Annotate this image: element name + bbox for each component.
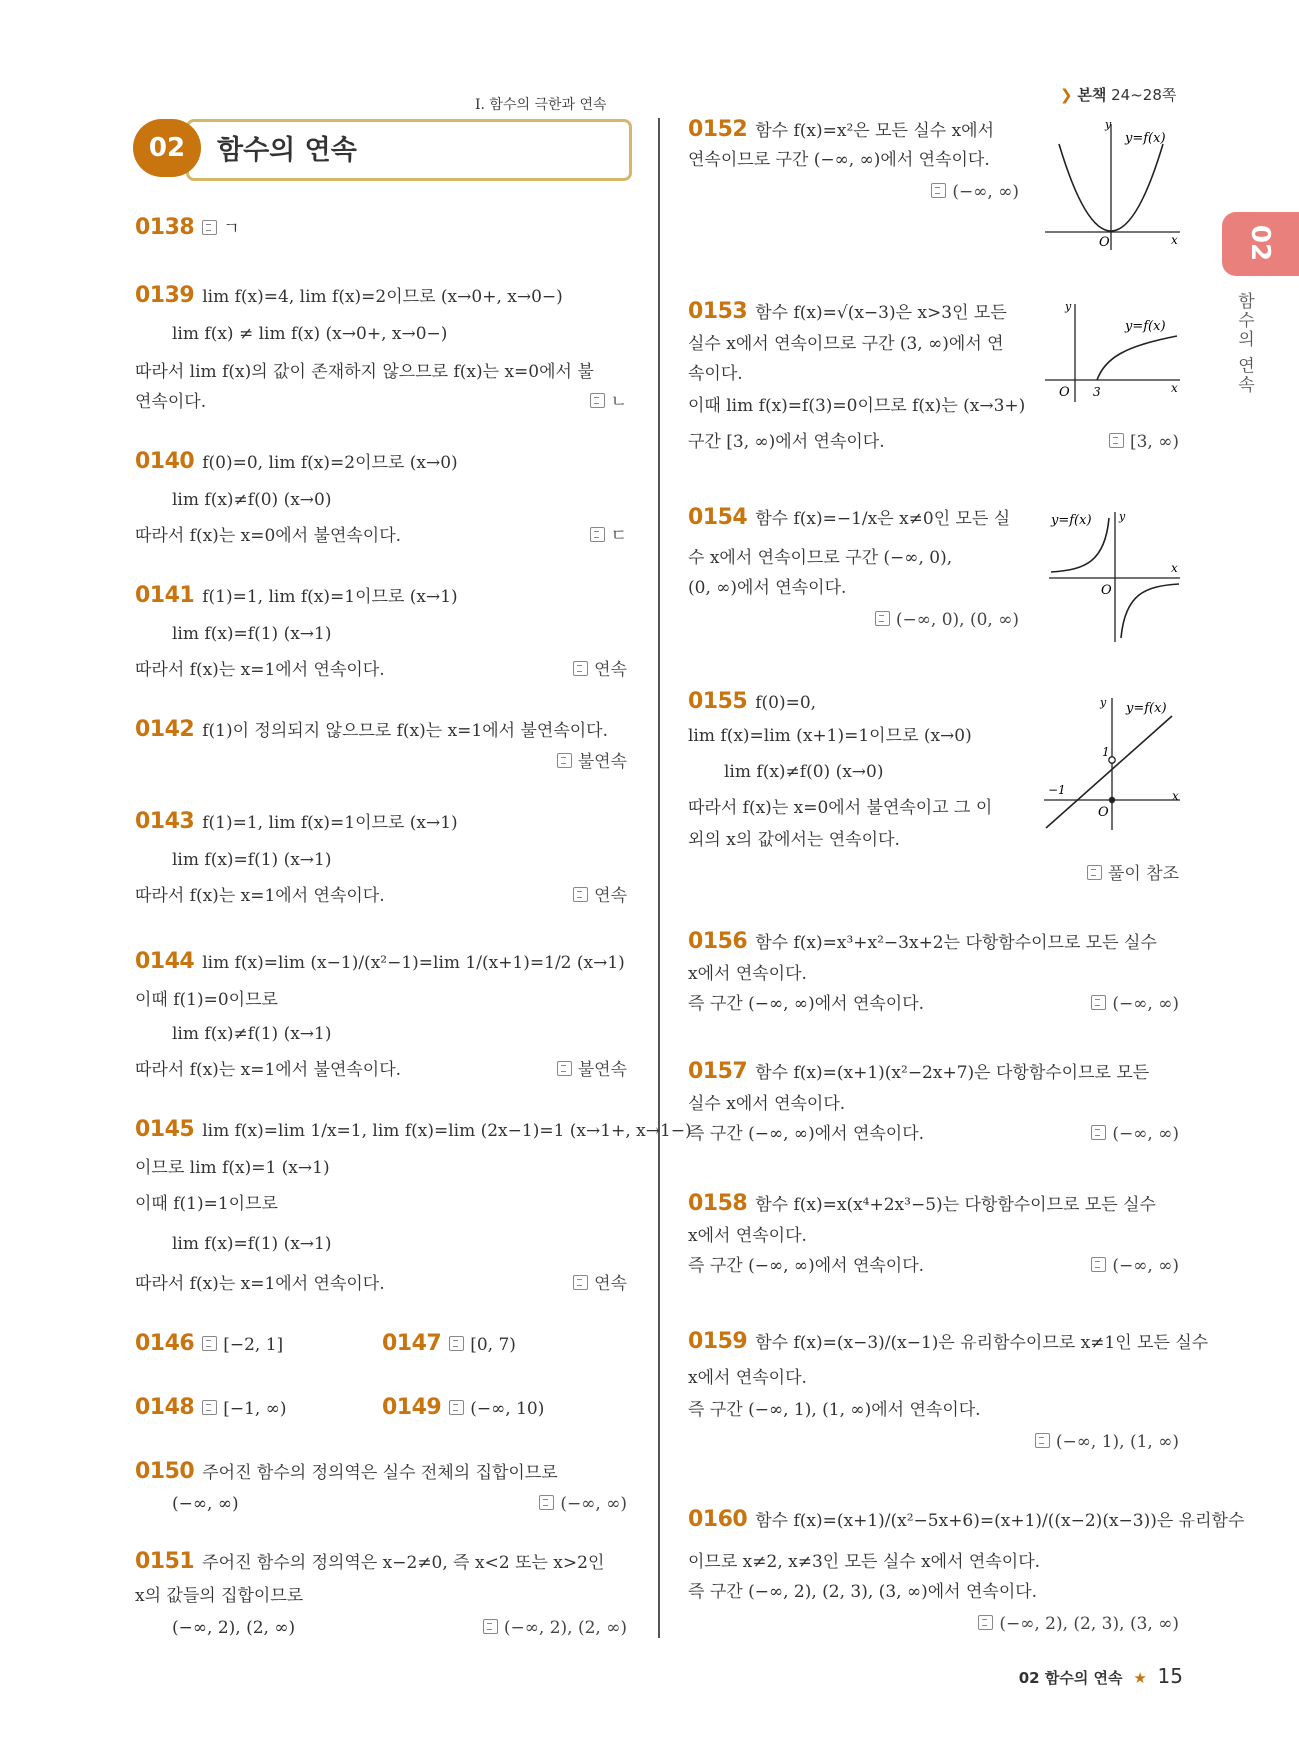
answer [1087,862,1179,886]
solution-line: 이므로 x≠2, x≠3인 모든 실수 x에서 연속이다. [688,1552,1041,1572]
answer-box-icon [449,1400,464,1415]
y-axis-label: y [1119,510,1126,523]
chapter-title: 함수의 연속 [217,135,357,166]
solution-line: lim f(x)≠f(0) (x→0) [172,490,332,510]
answer: (−∞, 10) [470,1399,545,1419]
solution-line: (−∞, 2), (2, ∞) [172,1618,296,1638]
graph-0153 [1045,298,1185,406]
answer-text: [3, ∞) [1129,432,1179,452]
problem-number: 0151 [135,1549,195,1574]
solution-line: 따라서 f(x)는 x=0에서 불연속이다. [135,526,402,546]
ref-prefix: 본책 [1077,86,1107,104]
solution-line: 주어진 함수의 정의역은 x−2≠0, 즉 x<2 또는 x>2인 [202,1553,605,1573]
answer [573,1272,627,1296]
answer-box-icon [483,1619,498,1634]
answer-text: ㄷ [610,526,627,546]
graph-0152 [1045,118,1185,253]
solution-line: lim f(x)=f(1) (x→1) [172,850,332,870]
x-axis-label: x [1171,233,1178,247]
answer-box-icon [978,1615,993,1630]
solution-line: 즉 구간 (−∞, ∞)에서 연속이다. [688,994,925,1014]
problem-number: 0148 [135,1395,195,1420]
answer: ㄱ [223,219,240,239]
x-axis-label: x [1171,561,1178,575]
solution-line: lim f(x)=4, lim f(x)=2이므로 (x→0+, x→0−) [202,287,563,307]
solution-line: 속이다. [688,364,743,384]
problem-0151 [135,1550,604,1575]
solution-line: 함수 f(x)=−1/x은 x≠0인 모든 실 [755,509,1011,529]
answer-text: 풀이 참조 [1107,864,1179,884]
problem-number: 0146 [135,1331,195,1356]
graph-0154 [1045,506,1185,646]
solution-line: 함수 f(x)=x³+x²−3x+2는 다항함수이므로 모든 실수 [755,933,1157,953]
problem-0147 [382,1332,516,1357]
answer-box-icon [1091,995,1106,1010]
solution-line: 따라서 f(x)는 x=0에서 불연속이고 그 이 [688,798,993,818]
y-axis-label: y [1100,696,1107,709]
part-title: I. 함수의 극한과 연속 [475,97,607,113]
answer-text: 불연속 [577,752,627,772]
tick-3: 3 [1093,385,1101,399]
solution-line: 함수 f(x)=(x+1)(x²−2x+7)은 다항함수이므로 모든 [755,1063,1150,1083]
problem-0158 [688,1192,1156,1217]
answer-box-icon [573,887,588,902]
answer-text: (−∞, ∞) [1112,1124,1179,1144]
star-icon: ★ [1133,1669,1147,1687]
problem-number: 0150 [135,1459,195,1484]
problem-number: 0147 [382,1331,442,1356]
answer-text: (−∞, 0), (0, ∞) [895,610,1019,630]
answer-box-icon [931,183,946,198]
solution-line: 주어진 함수의 정의역은 실수 전체의 집합이므로 [202,1463,558,1483]
answer [1091,1254,1179,1278]
hyperbola-right [1121,584,1179,638]
problem-number: 0149 [382,1395,442,1420]
answer-text: (−∞, 2), (2, ∞) [503,1618,627,1638]
answer [590,524,627,548]
solution-line: 구간 [3, ∞)에서 연속이다. [688,432,885,452]
answer-box-icon [590,393,605,408]
answer-box-icon [1109,433,1124,448]
problem-0154 [688,506,1010,531]
chevron-right-icon: ❯ [1060,86,1073,104]
y-axis-label: y [1105,118,1112,131]
solution-line: 함수 f(x)=x²은 모든 실수 x에서 [755,121,995,141]
problem-number: 0153 [688,299,748,324]
problem-0160 [688,1508,1244,1533]
solution-line: 즉 구간 (−∞, ∞)에서 연속이다. [688,1256,925,1276]
x-axis-label: x [1172,789,1179,803]
solution-line: 따라서 f(x)는 x=1에서 연속이다. [135,660,385,680]
problem-number: 0144 [135,949,195,974]
problem-0155 [688,690,816,715]
answer-text: (−∞, 2), (2, 3), (3, ∞) [999,1614,1179,1634]
tick-neg1: −1 [1048,783,1066,797]
answer-text: 연속 [594,886,627,906]
answer-box-icon [557,753,572,768]
origin-label: O [1099,235,1110,250]
solution-line: 실수 x에서 연속이므로 구간 (3, ∞)에서 연 [688,334,1004,354]
solution-line: lim f(x)≠f(1) (x→1) [172,1024,332,1044]
solution-line: 수 x에서 연속이므로 구간 (−∞, 0), [688,548,953,568]
solution-line: x에서 연속이다. [688,1226,807,1246]
answer [1109,430,1179,454]
answer: [0, 7) [470,1335,516,1355]
problem-0149 [382,1396,544,1421]
problem-number: 0139 [135,283,195,308]
answer-box-icon [449,1336,464,1351]
problem-number: 0138 [135,215,195,240]
solution-line: f(1)=1, lim f(x)=1이므로 (x→1) [202,587,458,607]
answer-box-icon [573,661,588,676]
solution-line: 함수 f(x)=x(x⁴+2x³−5)는 다항함수이므로 모든 실수 [755,1195,1156,1215]
answer-text: 연속 [594,1274,627,1294]
problem-number: 0152 [688,117,748,142]
solution-line: x에서 연속이다. [688,1368,807,1388]
problem-number: 0157 [688,1059,748,1084]
side-tab-number: 02 [1245,224,1276,262]
page-reference [1060,84,1176,105]
chapter-number-badge: 02 [133,119,201,177]
problem-0143 [135,810,458,835]
answer [1035,1430,1179,1454]
answer [573,658,627,682]
answer [1091,1122,1179,1146]
problem-0141 [135,584,458,609]
column-divider [658,118,660,1638]
x-axis-label: x [1171,381,1178,395]
problem-0152 [688,118,994,143]
problem-number: 0155 [688,689,748,714]
graph-label: y=f(x) [1126,701,1167,716]
problem-0138 [135,216,240,241]
answer-box-icon [202,1336,217,1351]
problem-number: 0154 [688,505,748,530]
solution-line: lim f(x)=f(1) (x→1) [172,624,332,644]
graph-label: y=f(x) [1051,513,1092,528]
solution-line: 실수 x에서 연속이다. [688,1094,846,1114]
answer [483,1616,627,1640]
problem-0159 [688,1330,1208,1355]
problem-0139 [135,284,563,309]
answer-text: ㄴ [610,392,627,412]
answer [978,1612,1179,1636]
answer-text: (−∞, 1), (1, ∞) [1055,1432,1179,1452]
problem-0144 [135,950,625,975]
answer [931,180,1019,204]
problem-number: 0141 [135,583,195,608]
answer [557,750,627,774]
problem-number: 0143 [135,809,195,834]
solution-line: x의 값들의 집합이므로 [135,1586,304,1606]
problem-number: 0159 [688,1329,748,1354]
solution-line: 따라서 f(x)는 x=1에서 연속이다. [135,886,385,906]
solution-line: f(1)이 정의되지 않으므로 f(x)는 x=1에서 불연속이다. [202,721,608,741]
sqrt-curve [1097,336,1177,380]
solution-line: 함수 f(x)=(x+1)/(x²−5x+6)=(x+1)/((x−2)(x−3))은 유리함수 [755,1511,1245,1531]
problem-0145 [135,1118,692,1143]
y-axis-label: y [1065,300,1072,313]
answer-box-icon [573,1275,588,1290]
answer [557,1058,627,1082]
footer-chapter: 02 함수의 연속 [1018,1669,1123,1687]
solution-line: (0, ∞)에서 연속이다. [688,578,847,598]
origin-label: O [1101,583,1112,598]
problem-0150 [135,1460,558,1485]
page-number: 15 [1157,1664,1183,1688]
solution-line: 외의 x의 값에서는 연속이다. [688,830,900,850]
answer [590,390,627,414]
solution-line: 이때 lim f(x)=f(3)=0이므로 f(x)는 (x→3+) [688,396,1026,416]
problem-number: 0140 [135,449,195,474]
origin-label: O [1098,805,1109,820]
solution-line: 함수 f(x)=(x−3)/(x−1)은 유리함수이므로 x≠1인 모든 실수 [755,1333,1209,1353]
problem-0148 [135,1396,287,1421]
origin-label: O [1059,385,1070,400]
graph-label: y=f(x) [1125,131,1166,146]
solution-line: lim f(x) ≠ lim f(x) (x→0+, x→0−) [172,324,448,344]
answer-box-icon [1035,1433,1050,1448]
filled-point [1109,797,1115,803]
solution-line: 따라서 f(x)는 x=1에서 연속이다. [135,1274,385,1294]
answer-text: (−∞, ∞) [952,182,1019,202]
answer: [−1, ∞) [223,1399,287,1419]
answer [875,608,1019,632]
graph-label: y=f(x) [1125,319,1166,334]
solution-line: 연속이므로 구간 (−∞, ∞)에서 연속이다. [688,150,990,170]
solution-line: f(1)=1, lim f(x)=1이므로 (x→1) [202,813,458,833]
solution-line: lim f(x)=lim (x+1)=1이므로 (x→0) [688,726,972,746]
solution-line: 이때 f(1)=1이므로 [135,1194,278,1214]
problem-0157 [688,1060,1149,1085]
answer-text: (−∞, ∞) [1112,994,1179,1014]
solution-line: lim f(x)=lim 1/x=1, lim f(x)=lim (2x−1)=1 (x→1+, x→1−) [202,1121,692,1141]
problem-number: 0158 [688,1191,748,1216]
problem-0156 [688,930,1157,955]
problem-number: 0145 [135,1117,195,1142]
problem-0142 [135,718,608,743]
solution-line: x에서 연속이다. [688,964,807,984]
page-footer [1019,1664,1183,1688]
solution-line: f(0)=0, [755,693,817,713]
answer-text: (−∞, ∞) [1112,1256,1179,1276]
problem-0140 [135,450,458,475]
side-tab [1222,212,1299,276]
solution-line: lim f(x)=f(1) (x→1) [172,1234,332,1254]
answer-box-icon [1091,1125,1106,1140]
answer-box-icon [202,220,217,235]
solution-line: lim f(x)=lim (x−1)/(x²−1)=lim 1/(x+1)=1/2 (x→1) [202,953,625,973]
tick-1: 1 [1102,745,1110,759]
solution-line: f(0)=0, lim f(x)=2이므로 (x→0) [202,453,458,473]
problem-0146 [135,1332,283,1357]
problem-0153 [688,300,1007,325]
answer-box-icon [202,1400,217,1415]
answer-box-icon [557,1061,572,1076]
answer-text: 불연속 [577,1060,627,1080]
solution-line: lim f(x)≠f(0) (x→0) [724,762,884,782]
problem-number: 0142 [135,717,195,742]
solution-line: 즉 구간 (−∞, 2), (2, 3), (3, ∞)에서 연속이다. [688,1582,1038,1602]
answer-box-icon [590,527,605,542]
answer-text: 연속 [594,660,627,680]
answer-box-icon [875,611,890,626]
answer-box-icon [1091,1257,1106,1272]
solution-line: 따라서 f(x)는 x=1에서 불연속이다. [135,1060,402,1080]
answer [573,884,627,908]
line-curve [1046,716,1172,828]
open-point [1109,757,1115,763]
answer-box-icon [1087,865,1102,880]
answer-text: (−∞, ∞) [560,1494,627,1514]
answer-box-icon [539,1495,554,1510]
solution-line: 즉 구간 (−∞, 1), (1, ∞)에서 연속이다. [688,1400,981,1420]
solution-line: 따라서 lim f(x)의 값이 존재하지 않으므로 f(x)는 x=0에서 불 [135,362,594,382]
problem-number: 0156 [688,929,748,954]
answer: [−2, 1] [223,1335,284,1355]
solution-line: 연속이다. [135,392,207,412]
solution-line: 이므로 lim f(x)=1 (x→1) [135,1158,330,1178]
ref-range: 24~28쪽 [1111,86,1177,104]
answer [1091,992,1179,1016]
solution-line: 함수 f(x)=√(x−3)은 x>3인 모든 [755,303,1007,323]
answer [539,1492,627,1516]
problem-number: 0160 [688,1507,748,1532]
solution-line: 이때 f(1)=0이므로 [135,990,278,1010]
graph-0155 [1040,692,1185,834]
side-label: 함수의 연속 [1234,292,1254,395]
solution-line: (−∞, ∞) [172,1494,239,1514]
solution-line: 즉 구간 (−∞, ∞)에서 연속이다. [688,1124,925,1144]
